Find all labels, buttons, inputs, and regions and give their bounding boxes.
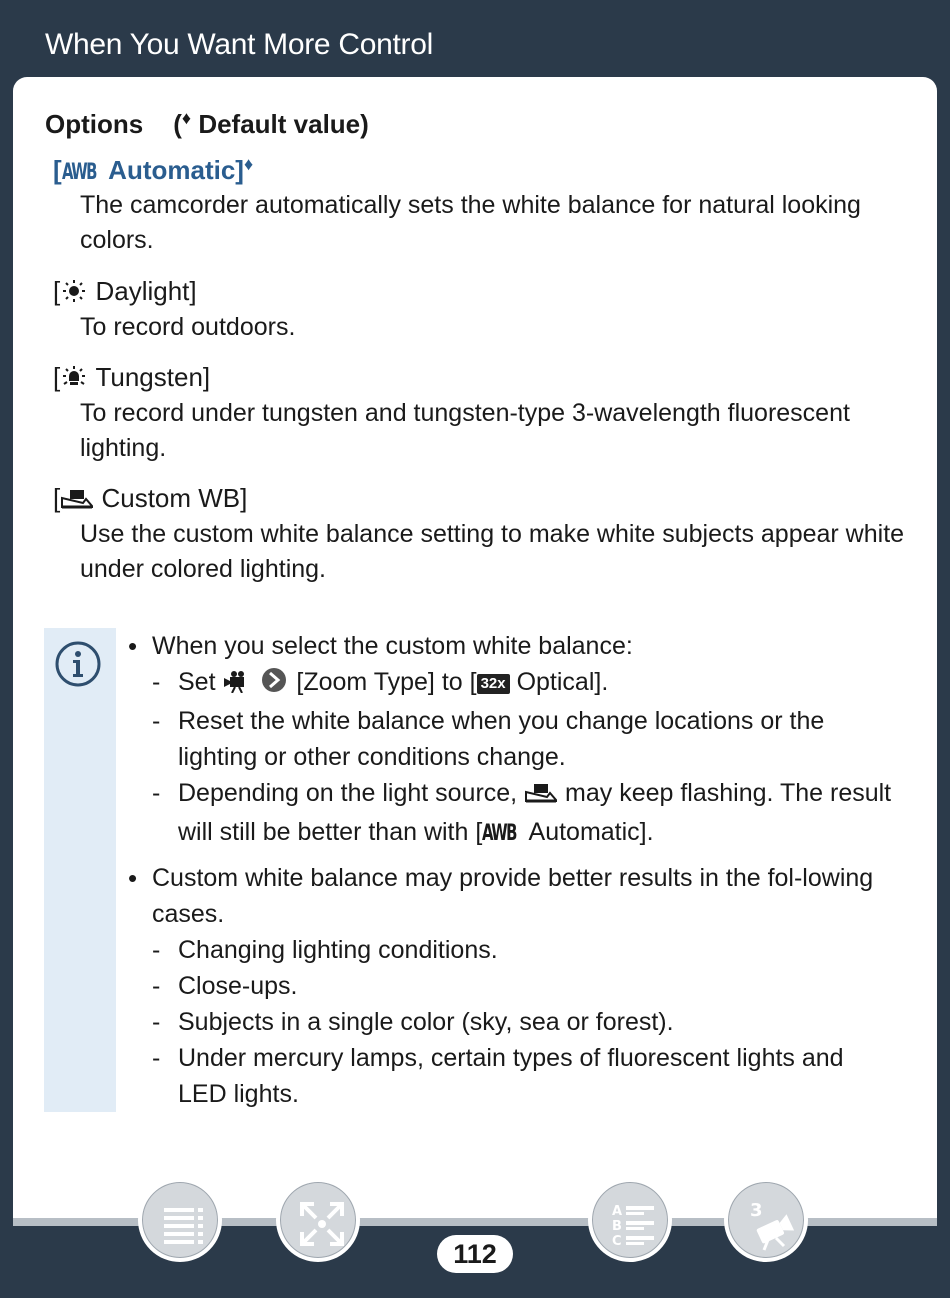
case-item: - Changing lighting conditions.	[128, 932, 898, 968]
custom-wb-icon	[60, 486, 94, 517]
option-tungsten: [ Tungsten]	[53, 362, 210, 396]
default-diamond-icon: ♦	[181, 108, 192, 128]
options-heading: Options (♦ Default value)	[45, 108, 369, 139]
awb-icon: AWB	[482, 821, 517, 846]
custom-wb-icon	[524, 778, 558, 814]
svg-text:A: A	[612, 1204, 623, 1219]
contents-icon	[142, 1182, 226, 1266]
contents-button[interactable]	[138, 1178, 222, 1262]
option-automatic: [AWB Automatic]♦	[53, 154, 254, 185]
note-bullet-custom-wb: • When you select the custom white balance:	[128, 628, 898, 664]
index-icon	[592, 1182, 676, 1266]
case-item: - Subjects in a single color (sky, sea or forest).	[128, 1004, 898, 1040]
fullscreen-icon	[280, 1182, 364, 1266]
case-item: - Close-ups.	[128, 968, 898, 1004]
chapter-button[interactable]	[724, 1178, 808, 1262]
svg-text:3: 3	[750, 1200, 763, 1221]
awb-icon: AWB	[61, 160, 96, 185]
note-sidebar	[44, 628, 116, 1112]
default-value-note: Default value)	[198, 109, 369, 139]
option-tungsten-description: To record under tungsten and tungsten-type 3-wavelength fluorescent lighting.	[80, 399, 850, 462]
option-automatic-description: The camcorder automatically sets the white balance for natural looking colors.	[80, 191, 861, 254]
fullscreen-button[interactable]	[276, 1178, 360, 1262]
svg-text:B: B	[612, 1219, 622, 1234]
default-diamond-icon: ♦	[243, 154, 254, 174]
note-sub-item: - Depending on the light source, may keep flashing. The result will still be better than with [AWB Automatic].	[128, 775, 898, 852]
note-bullet-better-results: • Custom white balance may provide better results in the fol-lowing cases.	[128, 860, 898, 932]
optical-zoom-badge: 32x	[477, 674, 510, 694]
option-custom-wb-description: Use the custom white balance setting to make white subjects appear white under colored lighting.	[80, 520, 905, 583]
info-icon	[54, 640, 102, 688]
page-title: When You Want More Control	[45, 28, 433, 61]
option-custom-wb: [ Custom WB]	[53, 483, 247, 517]
option-daylight: [ Daylight]	[53, 276, 197, 310]
option-daylight-description: To record outdoors.	[80, 313, 296, 341]
options-label: Options	[45, 109, 144, 139]
notes-list	[128, 628, 898, 1112]
menu-arrow-icon	[259, 667, 289, 703]
movie-settings-icon	[222, 667, 252, 703]
page-number: 112	[437, 1235, 513, 1273]
case-item: - Under mercury lamps, certain types of fluorescent lights and LED lights.	[128, 1040, 898, 1112]
daylight-icon	[60, 279, 88, 310]
camcorder-chapter-icon	[728, 1182, 812, 1266]
note-sub-item: - Set [Zoom Type] to [ 32x Optical].	[128, 664, 898, 703]
svg-text:C: C	[612, 1234, 622, 1249]
note-sub-item: - Reset the white balance when you change locations or the lighting or other conditions change.	[128, 703, 898, 775]
index-button[interactable]	[588, 1178, 672, 1262]
tungsten-icon	[60, 365, 88, 396]
